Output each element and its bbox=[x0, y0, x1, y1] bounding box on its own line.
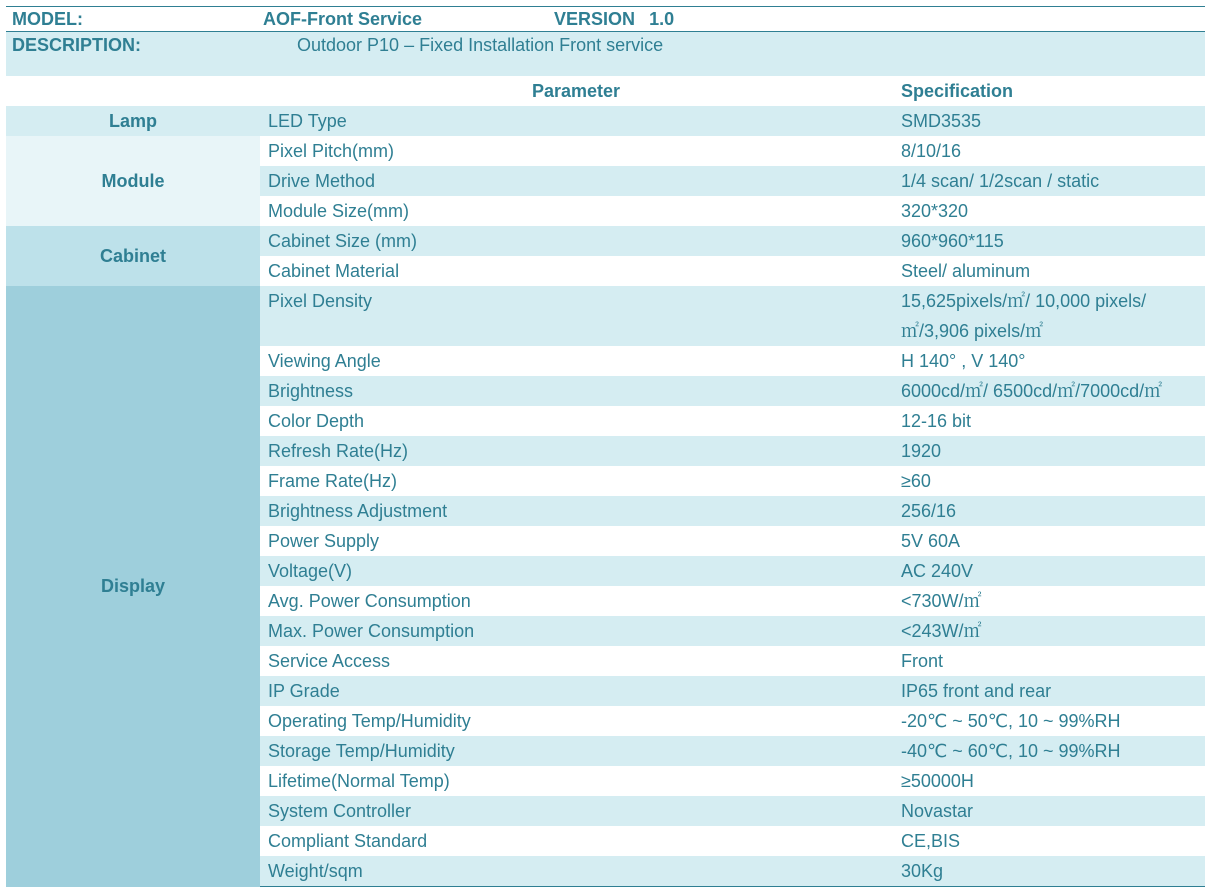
model-row bbox=[6, 7, 1205, 32]
description-value: Outdoor P10 – Fixed Installation Front service bbox=[260, 32, 1205, 77]
version-value: 1.0 bbox=[649, 9, 675, 29]
table-row bbox=[6, 136, 1205, 166]
param-cell: System Controller bbox=[268, 801, 412, 821]
param-cell: Voltage(V) bbox=[268, 561, 353, 581]
column-header-blank bbox=[6, 76, 260, 106]
spec-cell: 1/4 scan/ 1/2scan / static bbox=[901, 171, 1100, 191]
param-cell: Lifetime(Normal Temp) bbox=[268, 771, 450, 791]
column-header-row bbox=[6, 76, 1205, 106]
spec-table bbox=[6, 6, 1205, 887]
spec-cell: 1920 bbox=[901, 441, 942, 461]
param-cell: Cabinet Size (mm) bbox=[268, 231, 418, 251]
spec-cell: AC 240V bbox=[901, 561, 974, 581]
param-cell: Refresh Rate(Hz) bbox=[268, 441, 409, 461]
param-cell: Module Size(mm) bbox=[268, 201, 410, 221]
table-row bbox=[6, 226, 1205, 256]
param-cell: Drive Method bbox=[268, 171, 376, 191]
spec-cell: CE,BIS bbox=[901, 831, 961, 851]
param-cell: Frame Rate(Hz) bbox=[268, 471, 398, 491]
param-cell: Max. Power Consumption bbox=[268, 621, 475, 641]
description-row bbox=[6, 32, 1205, 77]
param-cell: Brightness bbox=[268, 381, 354, 401]
version-label: VERSION bbox=[554, 9, 636, 29]
category-display: Display bbox=[6, 286, 260, 887]
param-cell: Service Access bbox=[268, 651, 391, 671]
spec-cell: 6000cd/㎡/ 6500cd/㎡/7000cd/㎡ bbox=[901, 381, 1163, 401]
spec-cell: 30Kg bbox=[892, 856, 1205, 887]
table-row bbox=[6, 286, 1205, 346]
model-label: MODEL: bbox=[6, 7, 260, 32]
spec-cell: 5V 60A bbox=[901, 531, 961, 551]
param-cell: IP Grade bbox=[268, 681, 340, 701]
spec-cell: -20℃ ~ 50℃, 10 ~ 99%RH bbox=[901, 711, 1121, 731]
description-label: DESCRIPTION: bbox=[6, 32, 260, 77]
param-cell: Compliant Standard bbox=[268, 831, 428, 851]
model-value: AOF-Front Service bbox=[263, 9, 423, 29]
table-row bbox=[6, 106, 1205, 136]
spec-cell: 256/16 bbox=[901, 501, 957, 521]
spec-line: ㎡/3,906 pixels/㎡ bbox=[901, 321, 1044, 341]
spec-cell: IP65 front and rear bbox=[901, 681, 1052, 701]
param-cell: Storage Temp/Humidity bbox=[268, 741, 455, 761]
spec-cell bbox=[892, 286, 1205, 346]
category-module: Module bbox=[6, 136, 260, 226]
param-cell: LED Type bbox=[268, 111, 347, 131]
param-cell: Power Supply bbox=[268, 531, 380, 551]
model-row-blank bbox=[892, 7, 1205, 32]
spec-cell: ≥50000H bbox=[901, 771, 974, 791]
spec-cell: 8/10/16 bbox=[901, 141, 962, 161]
param-cell: Viewing Angle bbox=[268, 351, 381, 371]
spec-cell: 12-16 bit bbox=[901, 411, 972, 431]
param-cell: Cabinet Material bbox=[268, 261, 400, 281]
spec-cell: SMD3535 bbox=[901, 111, 982, 131]
param-cell: Pixel Pitch(mm) bbox=[268, 141, 395, 161]
spec-cell: Steel/ aluminum bbox=[901, 261, 1031, 281]
spec-cell: <730W/㎡ bbox=[901, 591, 982, 611]
spec-line: 15,625pixels/㎡/ 10,000 pixels/ bbox=[901, 291, 1147, 311]
spec-cell: 320*320 bbox=[901, 201, 969, 221]
param-cell: Operating Temp/Humidity bbox=[268, 711, 471, 731]
spec-cell: <243W/㎡ bbox=[901, 621, 982, 641]
param-cell: Pixel Density bbox=[268, 291, 373, 311]
spec-cell: Novastar bbox=[901, 801, 974, 821]
param-cell: Weight/sqm bbox=[260, 856, 892, 887]
specification-header: Specification bbox=[892, 76, 1205, 106]
parameter-header: Parameter bbox=[260, 76, 892, 106]
param-cell: Color Depth bbox=[268, 411, 365, 431]
model-value-cell bbox=[260, 7, 892, 32]
param-cell: Brightness Adjustment bbox=[268, 501, 448, 521]
param-cell: Avg. Power Consumption bbox=[268, 591, 471, 611]
spec-cell: -40℃ ~ 60℃, 10 ~ 99%RH bbox=[901, 741, 1121, 761]
category-lamp: Lamp bbox=[6, 106, 260, 136]
spec-cell: H 140° , V 140° bbox=[901, 351, 1026, 371]
spec-cell: Front bbox=[901, 651, 944, 671]
category-cabinet: Cabinet bbox=[6, 226, 260, 286]
spec-cell: ≥60 bbox=[901, 471, 931, 491]
spec-cell: 960*960*115 bbox=[901, 231, 1004, 251]
